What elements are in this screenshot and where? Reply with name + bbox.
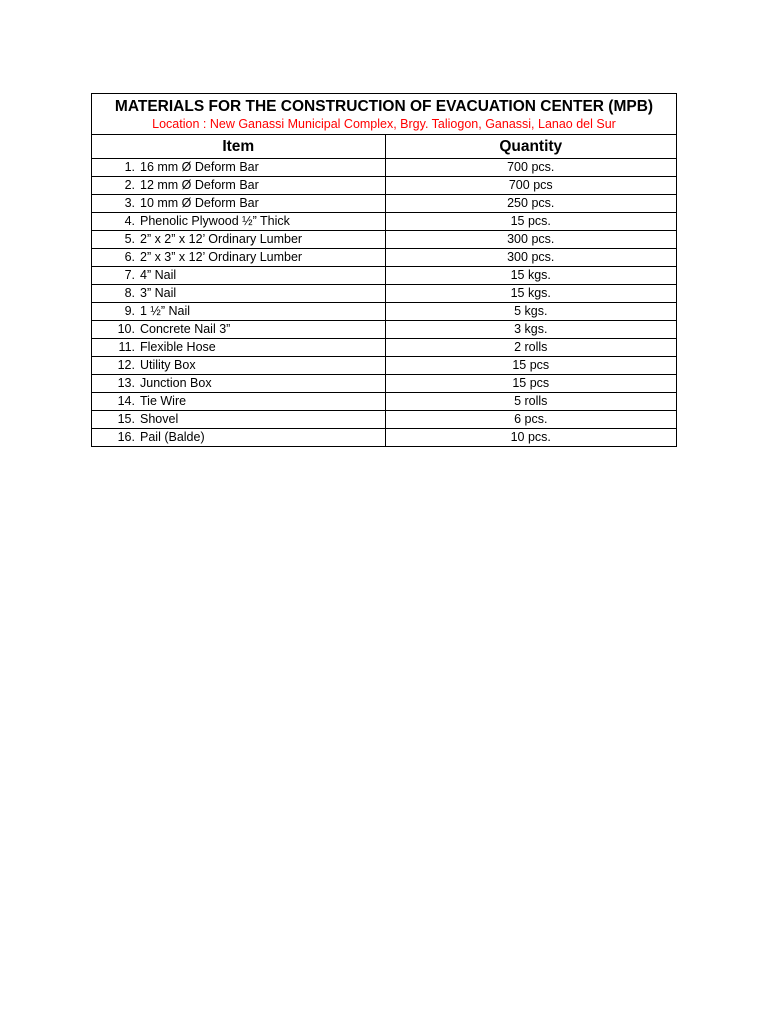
quantity-cell: 250 pcs. [385, 195, 676, 213]
item-cell [92, 231, 385, 249]
table-row [92, 303, 676, 321]
table-row [92, 195, 676, 213]
item-name: 16 mm Ø Deform Bar [140, 160, 259, 174]
quantity-cell: 10 pcs. [510, 430, 551, 444]
item-cell [92, 357, 385, 375]
item-name: 2” x 3” x 12’ Ordinary Lumber [140, 250, 303, 264]
item-cell [92, 321, 385, 339]
item-cell [92, 249, 385, 267]
table-header-row [92, 135, 676, 159]
table-row [92, 159, 676, 177]
table-row [92, 357, 676, 375]
table-row [92, 393, 676, 411]
item-name: Phenolic Plywood ½” Thick [140, 214, 290, 228]
quantity-cell: 300 pcs. [385, 231, 676, 249]
table-row [92, 375, 676, 393]
item-name: Concrete Nail 3” [140, 322, 231, 336]
item-name: Utility Box [140, 358, 196, 372]
table-row [92, 429, 676, 447]
quantity-cell: 5 kgs. [385, 303, 676, 321]
item-number: 3. [124, 196, 135, 210]
item-name: Junction Box [140, 376, 212, 390]
item-name: 4” Nail [140, 268, 177, 282]
item-cell [92, 285, 385, 303]
item-cell [92, 213, 385, 231]
item-name: Pail (Balde) [140, 430, 205, 444]
item-name: 3” Nail [140, 286, 177, 300]
item-cell [92, 177, 385, 195]
item-cell [92, 159, 385, 177]
item-cell [92, 303, 385, 321]
item-name: Flexible Hose [140, 340, 216, 354]
quantity-cell: 5 rolls [385, 393, 676, 411]
table-row [92, 213, 676, 231]
item-number: 6. [124, 250, 135, 264]
column-header-item: Item [92, 135, 385, 159]
item-cell [92, 393, 385, 411]
materials-table [92, 135, 676, 446]
item-number: 1. [124, 160, 135, 174]
title-block [92, 94, 676, 135]
quantity-cell: 15 kgs. [385, 267, 676, 285]
item-name: 12 mm Ø Deform Bar [140, 178, 259, 192]
item-number: 5. [124, 232, 135, 246]
quantity-cell: 300 pcs. [385, 249, 676, 267]
item-number: 10. [117, 322, 135, 336]
location-line: Location : New Ganassi Municipal Complex, Brgy. Taliogon, Ganassi, Lanao del Sur [152, 117, 616, 131]
table-row [92, 285, 676, 303]
quantity-cell: 700 pcs. [385, 159, 676, 177]
document-title: MATERIALS FOR THE CONSTRUCTION OF EVACUATION CENTER (MPB) [114, 98, 654, 115]
quantity-cell: 15 pcs. [385, 213, 676, 231]
quantity-cell: 2 rolls [385, 339, 676, 357]
table-row [92, 177, 676, 195]
item-number: 7. [124, 268, 135, 282]
item-cell [92, 267, 385, 285]
item-name: 1 ½” Nail [140, 304, 191, 318]
item-number: 11. [118, 340, 135, 354]
quantity-cell: 15 pcs [385, 357, 676, 375]
item-name: Shovel [140, 412, 179, 426]
item-name: 2” x 2” x 12’ Ordinary Lumber [140, 232, 303, 246]
quantity-cell: 700 pcs [385, 177, 676, 195]
item-number: 16. [117, 430, 135, 444]
item-number: 8. [124, 286, 135, 300]
table-row [92, 411, 676, 429]
item-cell [92, 411, 385, 429]
item-number: 4. [124, 214, 135, 228]
item-number: 12. [117, 358, 135, 372]
item-cell [92, 339, 385, 357]
item-name: Tie Wire [140, 394, 187, 408]
item-number: 14. [117, 394, 135, 408]
table-row [92, 339, 676, 357]
column-header-quantity: Quantity [385, 135, 676, 159]
table-body [92, 159, 676, 447]
table-row [92, 249, 676, 267]
item-number: 2. [124, 178, 135, 192]
quantity-cell: 3 kgs. [385, 321, 676, 339]
item-number: 9. [124, 304, 135, 318]
item-cell [92, 195, 385, 213]
quantity-cell: 15 kgs. [385, 285, 676, 303]
item-cell [92, 375, 385, 393]
table-row [92, 267, 676, 285]
item-cell [92, 429, 385, 447]
item-number: 13. [117, 376, 135, 390]
quantity-cell: 15 pcs [385, 375, 676, 393]
table-row [92, 321, 676, 339]
item-number: 15. [117, 412, 135, 426]
quantity-cell: 6 pcs. [385, 411, 676, 429]
item-name: 10 mm Ø Deform Bar [140, 196, 259, 210]
table-row [92, 231, 676, 249]
materials-sheet [91, 93, 677, 447]
